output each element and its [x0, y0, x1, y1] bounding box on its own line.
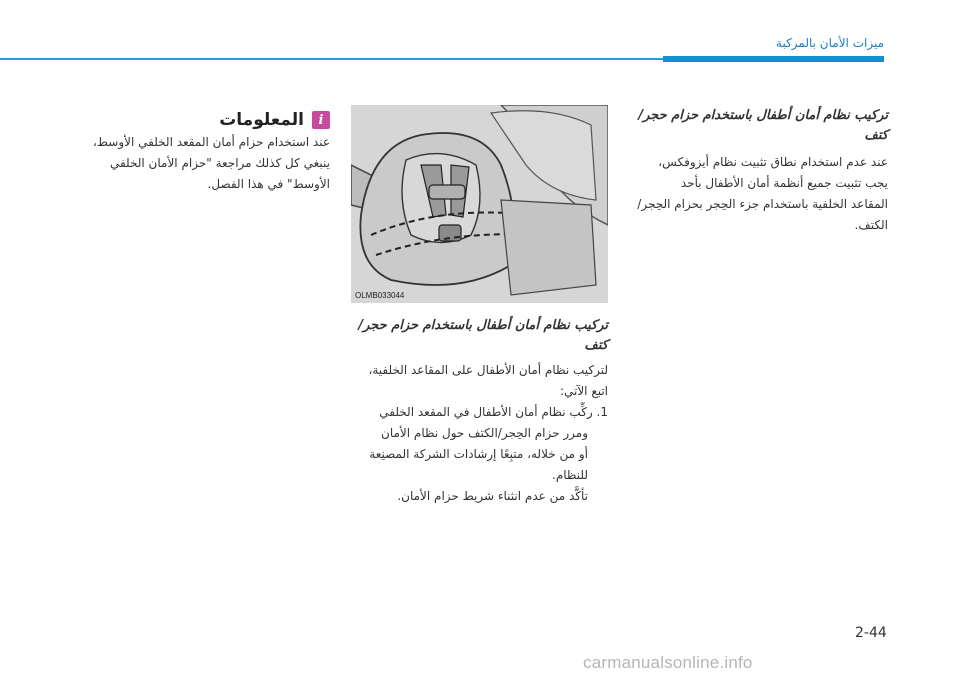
right-line: المقاعد الخلفية باستخدام جزء الحِجر بحزام الحِجر/	[637, 197, 888, 211]
info-header	[68, 110, 330, 130]
watermark-text: carmanualsonline.info	[583, 653, 753, 672]
middle-line: اتبع الآتي:	[559, 384, 608, 398]
section-title: ﻣﻴﺰات اﻷﻣﺎن بالمركبة	[776, 36, 884, 50]
info-line: ينبغي كل كذلك مراجعة "حزام الأمان الخلفي	[109, 156, 330, 170]
header-tab-accent	[663, 56, 884, 62]
right-line: يجب تثبيت جميع أنظمة أمان الأطفال بأحد	[680, 176, 888, 190]
info-paragraph	[68, 132, 330, 195]
right-line: عند عدم استخدام نطاق تثبيت نظام أيزوفكس،	[658, 155, 888, 169]
info-line: الأوسط" في هذا الفصل.	[207, 177, 330, 191]
right-heading: ﺗﺮﻛﻴﺐ ﻧﻈﺎم أﻣﺎن أﻃﻔﺎل ﺑﺎﺳﺘﺨﺪام ﺣﺰام ﺣﺠﺮ/ﻛﺘﻒ	[638, 108, 888, 143]
figure-code: OLMB033044	[355, 291, 405, 300]
info-icon: i	[312, 111, 330, 129]
middle-line: أو من خلاله، متبِعًا إرشادات الشركة المصنِعة	[369, 447, 588, 461]
right-text-column	[636, 106, 888, 236]
middle-text-column	[352, 316, 608, 507]
page-number: 2-44	[855, 625, 887, 641]
info-title: المعلومات	[219, 110, 304, 130]
info-line: عند استخدام حزام أمان المقعد الخلفي الأوسط،	[93, 135, 330, 149]
child-seat-figure	[351, 105, 608, 303]
middle-paragraph	[352, 360, 608, 507]
child-seat-illustration	[351, 105, 608, 303]
middle-line: 1. ركِّب نظام أمان الأطفال في المقعد الخلفي	[379, 405, 608, 419]
right-line: الكتف.	[854, 218, 888, 232]
middle-line: للنظام.	[552, 468, 588, 482]
middle-line: ومرر حزام الحِجر/الكتف حول نظام الأمان	[381, 426, 588, 440]
right-paragraph	[636, 152, 888, 236]
info-column	[68, 110, 330, 195]
middle-line: لتركيب نظام أمان الأطفال على المقاعد الخلفية،	[368, 363, 608, 377]
middle-line: تأكَّد من عدم انثناء شريط حزام الأمان.	[397, 489, 588, 503]
middle-heading: ﺗﺮﻛﻴﺐ ﻧﻈﺎم أﻣﺎن أﻃﻔﺎل ﺑﺎﺳﺘﺨﺪام ﺣﺰام ﺣﺠﺮ/ﻛﺘﻒ	[358, 318, 608, 353]
